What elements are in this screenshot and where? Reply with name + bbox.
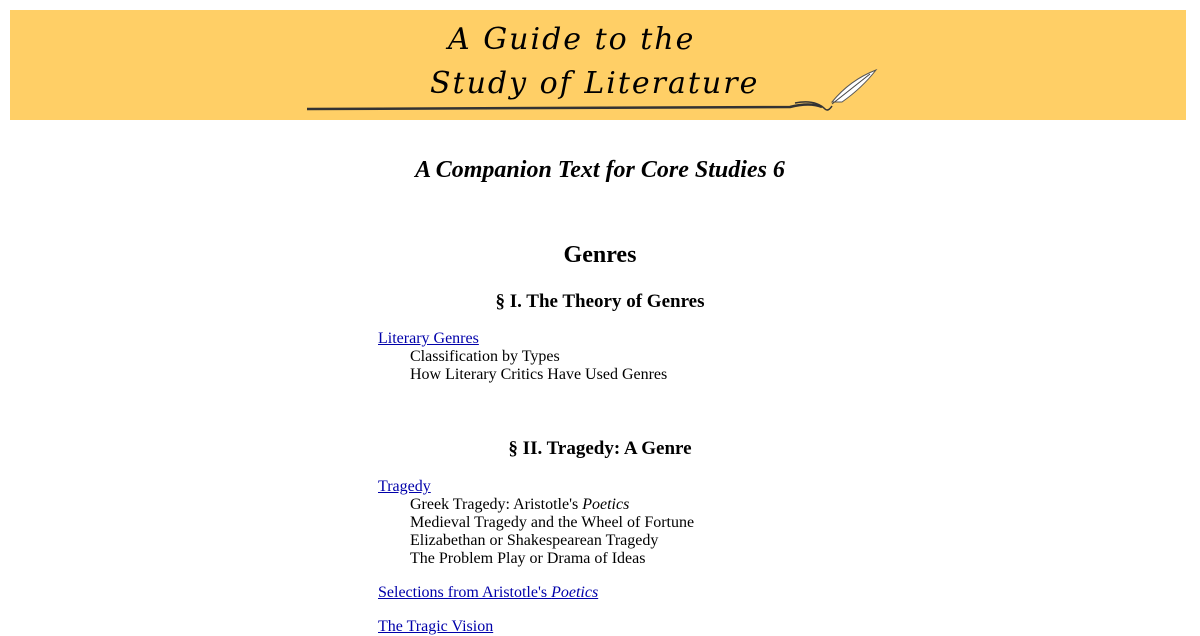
section-heading-tragedy: § II. Tragedy: A Genre: [508, 438, 692, 459]
link-emphasis: Poetics: [551, 584, 599, 601]
banner-title-line1: A Guide to the: [448, 22, 696, 57]
link-text: Selections from Aristotle's: [378, 584, 552, 601]
banner-title-line2: Study of Literature: [430, 66, 760, 101]
page-heading: Genres: [563, 242, 637, 268]
list-item: The Problem Play or Drama of Ideas: [410, 550, 646, 567]
tragic-vision-link[interactable]: The Tragic Vision: [378, 618, 494, 635]
page-subtitle: A Companion Text for Core Studies 6: [415, 157, 785, 183]
section-tragedy-list: [378, 478, 694, 568]
list-item: Elizabethan or Shakespearean Tragedy: [410, 532, 659, 549]
section-heading-theory: § I. The Theory of Genres: [495, 291, 705, 312]
tragedy-link[interactable]: Tragedy: [378, 478, 431, 495]
list-item: Medieval Tragedy and the Wheel of Fortune: [410, 514, 695, 531]
poetics-selections: [378, 584, 598, 602]
header-banner: [10, 10, 1186, 120]
poetics-selections-link[interactable]: [378, 584, 598, 601]
list-item: [378, 496, 694, 514]
list-item: How Literary Critics Have Used Genres: [410, 366, 668, 383]
quill-pen-icon: [832, 70, 876, 104]
tragic-vision: [378, 618, 493, 636]
list-item: Classification by Types: [410, 348, 560, 365]
section-theory-list: [378, 330, 667, 384]
list-item-text: Greek Tragedy: Aristotle's: [410, 496, 583, 513]
list-item-emphasis: Poetics: [582, 496, 630, 513]
literary-genres-link[interactable]: Literary Genres: [378, 330, 479, 347]
